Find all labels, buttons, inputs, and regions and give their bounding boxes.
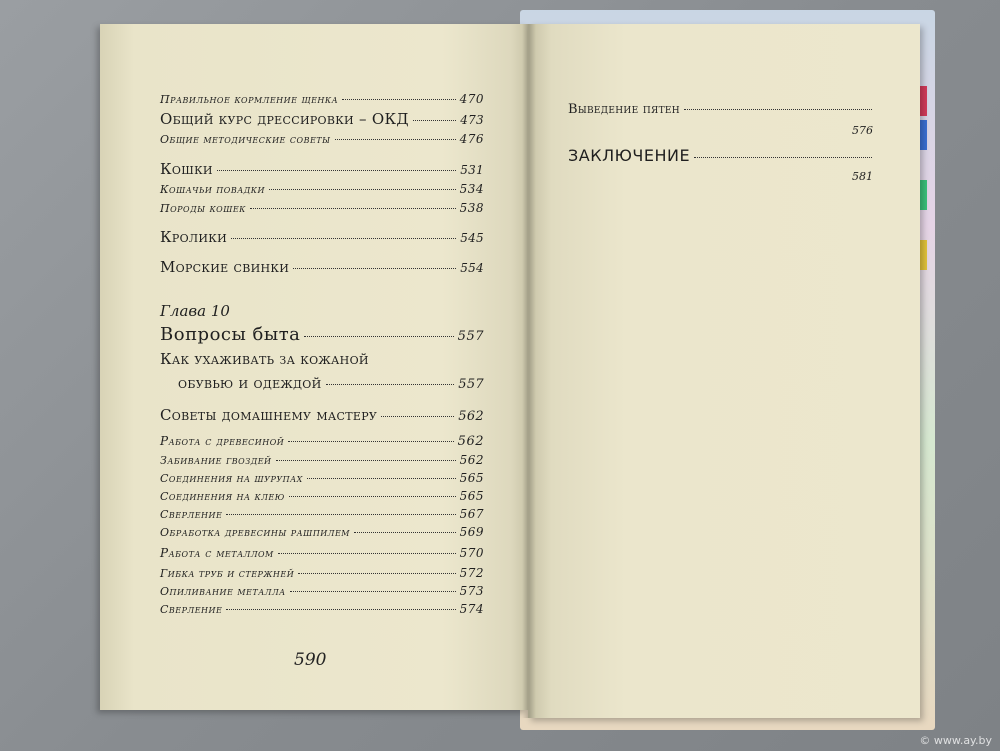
toc-page: 576 (852, 124, 873, 137)
toc-entry: Забивание гвоздей 562 (160, 453, 484, 467)
toc-entry: Правильное кормление щенка 470 (160, 92, 484, 106)
toc-entry: Вопросы быта 557 (160, 324, 484, 345)
toc-entry: Сверление 567 (160, 507, 484, 521)
toc-entry: Как ухаживать за кожаной (160, 350, 369, 368)
toc-entry: Кролики 545 (160, 228, 484, 246)
toc-entry: Общие методические советы 476 (160, 132, 484, 146)
page-number: 590 (294, 650, 327, 670)
toc-entry: Соединения на шурупах 565 (160, 471, 484, 485)
toc-entry: Соединения на клею 565 (160, 489, 484, 503)
toc-entry: Советы домашнему мастеру 562 (160, 406, 484, 424)
toc-page: 581 (852, 170, 873, 183)
chapter-heading: Глава 10 (160, 302, 230, 320)
toc-entry: Выведение пятен (568, 102, 876, 117)
toc-entry: Опиливание металла 573 (160, 584, 484, 598)
watermark: © www.ay.by (919, 734, 992, 747)
toc-entry: Кошки 531 (160, 160, 484, 178)
toc-entry: Работа с древесиной 562 (160, 434, 484, 449)
toc-entry: Обработка древесины рашпилем 569 (160, 525, 484, 539)
book-gutter (522, 24, 536, 718)
toc-entry: Породы кошек 538 (160, 201, 484, 215)
toc-entry: Работа с металлом 570 (160, 546, 484, 560)
toc-entry: Гибка труб и стержней 572 (160, 566, 484, 580)
toc-entry: Сверление 574 (160, 602, 484, 616)
toc-entry: Морские свинки 554 (160, 258, 484, 276)
toc-entry: Кошачьи повадки 534 (160, 182, 484, 196)
toc-entry: ЗАКЛЮЧЕНИЕ (568, 146, 876, 165)
toc-entry: Общий курс дрессировки – ОКД 473 (160, 110, 484, 128)
toc-entry: обувью и одеждой 557 (178, 374, 484, 392)
